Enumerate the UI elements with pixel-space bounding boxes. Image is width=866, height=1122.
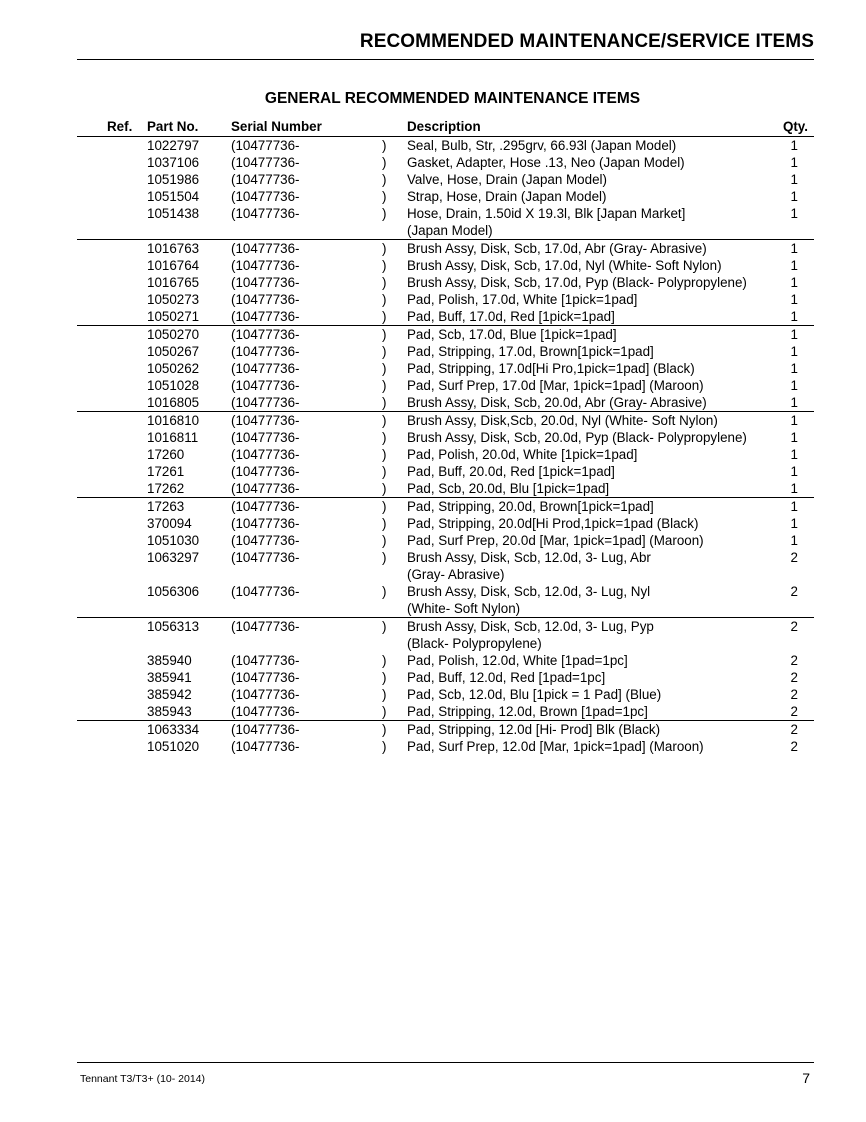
description: Pad, Scb, 17.0d, Blue [1pick=1pad] — [407, 327, 617, 342]
serial-number: (10477736- — [231, 344, 300, 359]
description: Pad, Buff, 12.0d, Red [1pad=1pc] — [407, 670, 606, 685]
description: Brush Assy, Disk, Scb, 20.0d, Abr (Gray- Abrasive) — [407, 395, 707, 410]
page-number: 7 — [802, 1070, 810, 1086]
description: Pad, Surf Prep, 12.0d [Mar, 1pick=1pad] (Maroon) — [407, 739, 704, 754]
serial-bracket: ) — [382, 499, 387, 514]
part-number: 1056306 — [147, 584, 200, 599]
serial-number: (10477736- — [231, 361, 300, 376]
quantity: 1 — [790, 189, 798, 204]
table-row — [77, 377, 814, 394]
quantity: 1 — [790, 309, 798, 324]
serial-number: (10477736- — [231, 258, 300, 273]
description: Pad, Stripping, 12.0d, Brown [1pad=1pc] — [407, 704, 648, 719]
table-row — [77, 583, 814, 618]
table-row — [77, 721, 814, 738]
table-body — [77, 137, 814, 755]
table-row — [77, 360, 814, 377]
footer-model-date: Tennant T3/T3+ (10- 2014) — [80, 1073, 206, 1085]
table-row — [77, 291, 814, 308]
serial-bracket: ) — [382, 189, 387, 204]
serial-number: (10477736- — [231, 550, 300, 565]
description: Pad, Scb, 20.0d, Blu [1pick=1pad] — [407, 481, 610, 496]
table-row — [77, 257, 814, 274]
serial-number: (10477736- — [231, 704, 300, 719]
serial-bracket: ) — [382, 464, 387, 479]
footer-divider — [77, 1062, 814, 1063]
serial-bracket: ) — [382, 172, 387, 187]
part-number: 1050273 — [147, 292, 200, 307]
serial-bracket: ) — [382, 275, 387, 290]
serial-number: (10477736- — [231, 670, 300, 685]
serial-number: (10477736- — [231, 172, 300, 187]
header-qty: Qty. — [782, 119, 808, 134]
serial-bracket: ) — [382, 584, 387, 599]
quantity: 2 — [790, 550, 798, 565]
serial-number: (10477736- — [231, 687, 300, 702]
description: Pad, Stripping, 20.0d[Hi Prod,1pick=1pad (Black) — [407, 516, 699, 531]
serial-number: (10477736- — [231, 206, 300, 221]
table-row — [77, 703, 814, 721]
serial-bracket: ) — [382, 653, 387, 668]
part-number: 1050267 — [147, 344, 200, 359]
quantity: 2 — [790, 653, 798, 668]
serial-number: (10477736- — [231, 395, 300, 410]
table-row — [77, 429, 814, 446]
part-number: 1037106 — [147, 155, 200, 170]
quantity: 1 — [790, 155, 798, 170]
serial-bracket: ) — [382, 309, 387, 324]
serial-number: (10477736- — [231, 138, 300, 153]
serial-number: (10477736- — [231, 722, 300, 737]
serial-bracket: ) — [382, 258, 387, 273]
table-row — [77, 463, 814, 480]
table-header — [77, 117, 814, 137]
serial-number: (10477736- — [231, 189, 300, 204]
part-number: 385942 — [147, 687, 192, 702]
serial-bracket: ) — [382, 739, 387, 754]
parts-table — [77, 117, 814, 755]
serial-bracket: ) — [382, 327, 387, 342]
serial-bracket: ) — [382, 206, 387, 221]
serial-number: (10477736- — [231, 155, 300, 170]
quantity: 2 — [790, 722, 798, 737]
description: Pad, Stripping, 17.0d, Brown[1pick=1pad] — [407, 344, 654, 359]
description: Pad, Polish, 20.0d, White [1pick=1pad] — [407, 447, 638, 462]
title-divider — [77, 59, 814, 60]
part-number: 370094 — [147, 516, 192, 531]
quantity: 1 — [790, 395, 798, 410]
part-number: 1051020 — [147, 739, 200, 754]
quantity: 1 — [790, 516, 798, 531]
table-row — [77, 686, 814, 703]
description: Brush Assy, Disk, Scb, 17.0d, Nyl (White- Soft Nylon) — [407, 258, 722, 273]
part-number: 1016764 — [147, 258, 200, 273]
part-number: 1051030 — [147, 533, 200, 548]
table-row — [77, 669, 814, 686]
table-row — [77, 188, 814, 205]
part-number: 1050271 — [147, 309, 200, 324]
part-number: 17263 — [147, 499, 185, 514]
description: Strap, Hose, Drain (Japan Model) — [407, 189, 607, 204]
description: Brush Assy, Disk, Scb, 20.0d, Pyp (Black- Polypropylene) — [407, 430, 747, 445]
part-number: 17262 — [147, 481, 185, 496]
table-row — [77, 154, 814, 171]
serial-number: (10477736- — [231, 481, 300, 496]
serial-number: (10477736- — [231, 309, 300, 324]
serial-bracket: ) — [382, 619, 387, 634]
serial-number: (10477736- — [231, 275, 300, 290]
table-row — [77, 652, 814, 669]
table-row — [77, 274, 814, 291]
section-title: GENERAL RECOMMENDED MAINTENANCE ITEMS — [264, 90, 641, 107]
serial-bracket: ) — [382, 155, 387, 170]
description: Pad, Buff, 20.0d, Red [1pick=1pad] — [407, 464, 615, 479]
quantity: 1 — [790, 275, 798, 290]
serial-bracket: ) — [382, 481, 387, 496]
quantity: 1 — [790, 292, 798, 307]
header-description: Description — [407, 119, 481, 134]
serial-bracket: ) — [382, 241, 387, 256]
part-number: 1016811 — [147, 430, 199, 445]
description: Brush Assy, Disk, Scb, 12.0d, 3- Lug, Nyl (White- Soft Nylon) — [407, 584, 651, 616]
description: Brush Assy, Disk, Scb, 17.0d, Abr (Gray- Abrasive) — [407, 241, 707, 256]
serial-number: (10477736- — [231, 619, 300, 634]
quantity: 1 — [790, 172, 798, 187]
quantity: 1 — [790, 447, 798, 462]
description: Valve, Hose, Drain (Japan Model) — [407, 172, 607, 187]
serial-number: (10477736- — [231, 464, 300, 479]
part-number: 1016810 — [147, 413, 200, 428]
table-row — [77, 738, 814, 755]
serial-number: (10477736- — [231, 499, 300, 514]
part-number: 1063297 — [147, 550, 200, 565]
serial-number: (10477736- — [231, 378, 300, 393]
part-number: 1050270 — [147, 327, 200, 342]
quantity: 1 — [790, 258, 798, 273]
description: Pad, Polish, 12.0d, White [1pad=1pc] — [407, 653, 628, 668]
part-number: 1051438 — [147, 206, 200, 221]
description: Pad, Polish, 17.0d, White [1pick=1pad] — [407, 292, 638, 307]
quantity: 1 — [790, 327, 798, 342]
quantity: 1 — [790, 533, 798, 548]
serial-number: (10477736- — [231, 327, 300, 342]
table-row — [77, 515, 814, 532]
serial-number: (10477736- — [231, 430, 300, 445]
serial-number: (10477736- — [231, 292, 300, 307]
quantity: 2 — [790, 704, 798, 719]
description: Pad, Buff, 17.0d, Red [1pick=1pad] — [407, 309, 615, 324]
quantity: 1 — [790, 499, 798, 514]
serial-bracket: ) — [382, 413, 387, 428]
part-number: 1022797 — [147, 138, 200, 153]
quantity: 2 — [790, 670, 798, 685]
quantity: 2 — [790, 584, 798, 599]
table-row — [77, 240, 814, 257]
description: Brush Assy, Disk, Scb, 12.0d, 3- Lug, Abr (Gray- Abrasive) — [407, 550, 651, 582]
description: Pad, Surf Prep, 20.0d [Mar, 1pick=1pad] (Maroon) — [407, 533, 704, 548]
serial-bracket: ) — [382, 687, 387, 702]
part-number: 1051028 — [147, 378, 200, 393]
serial-bracket: ) — [382, 722, 387, 737]
serial-number: (10477736- — [231, 584, 300, 599]
part-number: 385941 — [147, 670, 192, 685]
description: Hose, Drain, 1.50id X 19.3l, Blk [Japan Market] (Japan Model) — [407, 206, 686, 238]
quantity: 1 — [790, 361, 798, 376]
header-part-no: Part No. — [147, 119, 199, 134]
table-row — [77, 446, 814, 463]
quantity: 1 — [790, 378, 798, 393]
serial-bracket: ) — [382, 516, 387, 531]
description: Pad, Stripping, 12.0d [Hi- Prod] Blk (Black) — [407, 722, 661, 737]
table-row — [77, 137, 814, 154]
serial-bracket: ) — [382, 670, 387, 685]
part-number: 1050262 — [147, 361, 200, 376]
description: Pad, Stripping, 17.0d[Hi Pro,1pick=1pad] (Black) — [407, 361, 695, 376]
part-number: 1063334 — [147, 722, 200, 737]
serial-bracket: ) — [382, 447, 387, 462]
description: Brush Assy, Disk, Scb, 17.0d, Pyp (Black- Polypropylene) — [407, 275, 747, 290]
table-row — [77, 618, 814, 652]
table-row — [77, 480, 814, 498]
serial-number: (10477736- — [231, 516, 300, 531]
table-row — [77, 205, 814, 240]
quantity: 1 — [790, 138, 798, 153]
table-row — [77, 171, 814, 188]
part-number: 385943 — [147, 704, 192, 719]
table-row — [77, 412, 814, 429]
header-ref: Ref. — [107, 119, 133, 134]
serial-bracket: ) — [382, 378, 387, 393]
description: Seal, Bulb, Str, .295grv, 66.93l (Japan Model) — [407, 138, 677, 153]
serial-bracket: ) — [382, 430, 387, 445]
quantity: 2 — [790, 619, 798, 634]
quantity: 1 — [790, 206, 798, 221]
quantity: 1 — [790, 481, 798, 496]
part-number: 17261 — [147, 464, 185, 479]
serial-number: (10477736- — [231, 413, 300, 428]
table-row — [77, 343, 814, 360]
serial-number: (10477736- — [231, 653, 300, 668]
description: Pad, Scb, 12.0d, Blu [1pick = 1 Pad] (Blue) — [407, 687, 662, 702]
part-number: 1016765 — [147, 275, 200, 290]
quantity: 2 — [790, 739, 798, 754]
description: Brush Assy, Disk, Scb, 12.0d, 3- Lug, Pyp (Black- Polypropylene) — [407, 619, 654, 651]
quantity: 1 — [790, 344, 798, 359]
serial-number: (10477736- — [231, 447, 300, 462]
part-number: 1056313 — [147, 619, 200, 634]
serial-bracket: ) — [382, 533, 387, 548]
table-row — [77, 326, 814, 343]
serial-number: (10477736- — [231, 533, 300, 548]
serial-number: (10477736- — [231, 241, 300, 256]
part-number: 1051504 — [147, 189, 200, 204]
header-serial-number: Serial Number — [231, 119, 322, 134]
part-number: 1051986 — [147, 172, 200, 187]
serial-bracket: ) — [382, 361, 387, 376]
description: Pad, Stripping, 20.0d, Brown[1pick=1pad] — [407, 499, 654, 514]
quantity: 1 — [790, 464, 798, 479]
serial-bracket: ) — [382, 550, 387, 565]
quantity: 1 — [790, 430, 798, 445]
serial-bracket: ) — [382, 138, 387, 153]
description: Pad, Surf Prep, 17.0d [Mar, 1pick=1pad] (Maroon) — [407, 378, 704, 393]
description: Gasket, Adapter, Hose .13, Neo (Japan Model) — [407, 155, 685, 170]
part-number: 1016763 — [147, 241, 200, 256]
table-row — [77, 394, 814, 412]
serial-bracket: ) — [382, 704, 387, 719]
quantity: 2 — [790, 687, 798, 702]
part-number: 385940 — [147, 653, 192, 668]
table-row — [77, 498, 814, 515]
part-number: 1016805 — [147, 395, 200, 410]
serial-bracket: ) — [382, 292, 387, 307]
table-row — [77, 308, 814, 326]
table-row — [77, 549, 814, 583]
page-title: RECOMMENDED MAINTENANCE/SERVICE ITEMS — [359, 31, 814, 52]
serial-bracket: ) — [382, 344, 387, 359]
serial-number: (10477736- — [231, 739, 300, 754]
part-number: 17260 — [147, 447, 185, 462]
description: Brush Assy, Disk,Scb, 20.0d, Nyl (White- Soft Nylon) — [407, 413, 718, 428]
quantity: 1 — [790, 413, 798, 428]
table-row — [77, 532, 814, 549]
serial-bracket: ) — [382, 395, 387, 410]
quantity: 1 — [790, 241, 798, 256]
